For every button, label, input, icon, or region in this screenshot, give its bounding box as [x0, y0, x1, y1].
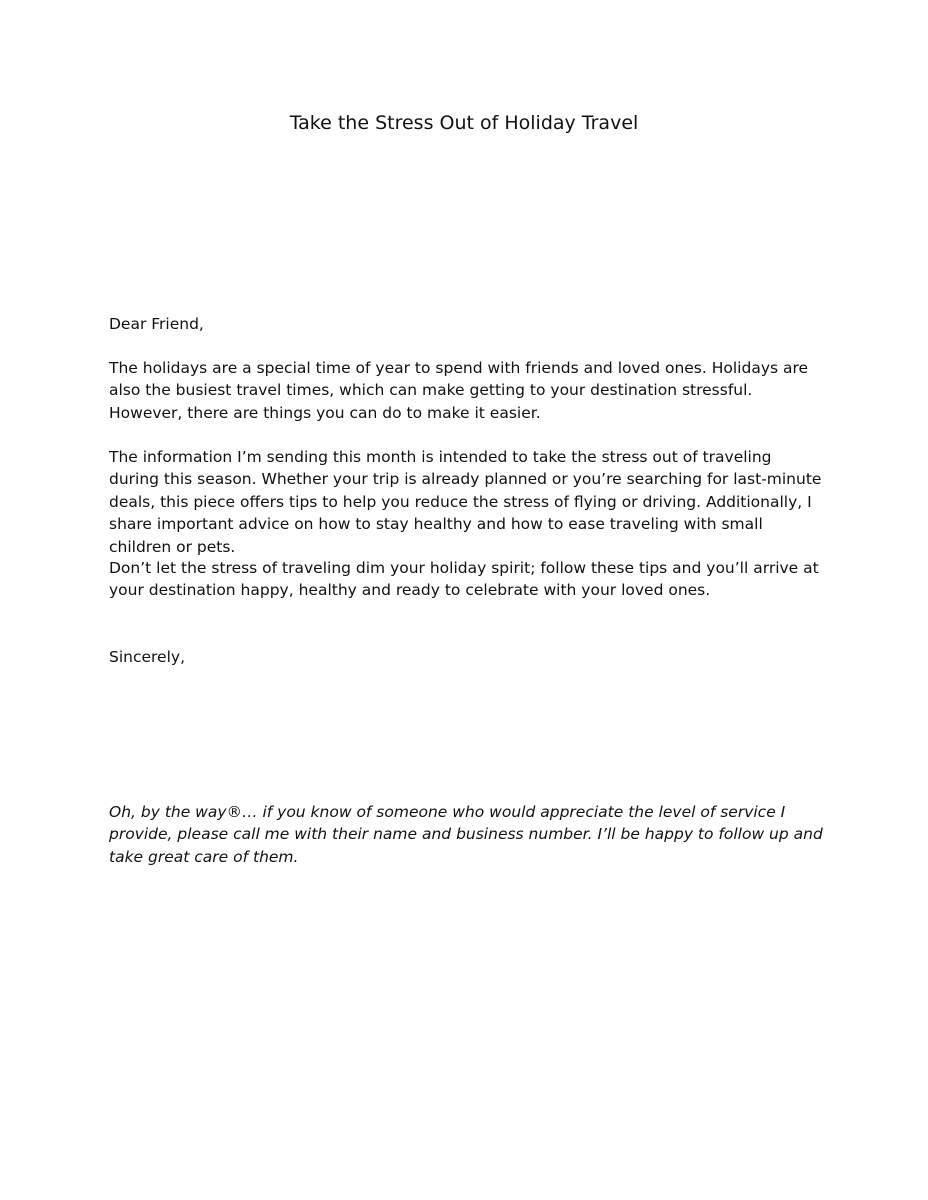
body-paragraph-2: The information I’m sending this month is intended to take the stress out of traveling during this season. Whether your trip is already planned or you’re searching for last-minute deals, this piece offers tips to help you reduce the stress of flying or driving. Additionally, I share important advice on how to stay healthy and how to ease traveling with small children or pets. — [109, 448, 822, 556]
body-paragraph-1: The holidays are a special time of year to spend with friends and loved ones. Holidays are also the busiest travel times, which can make getting to your destination stressful. However, there are things you can do to make it easier. — [109, 359, 809, 422]
postscript: Oh, by the way®… if you know of someone who would appreciate the level of service I provide, please call me with their name and business number. I’ll be happy to follow up and take great care of them. — [109, 803, 823, 866]
closing: Sincerely, — [109, 648, 186, 666]
letter-title: Take the Stress Out of Holiday Travel — [289, 112, 639, 134]
salutation: Dear Friend, — [109, 315, 204, 333]
body-paragraph-3: Don’t let the stress of traveling dim your holiday spirit; follow these tips and you’ll arrive at your destination happy, healthy and ready to celebrate with your loved ones. — [109, 559, 819, 600]
